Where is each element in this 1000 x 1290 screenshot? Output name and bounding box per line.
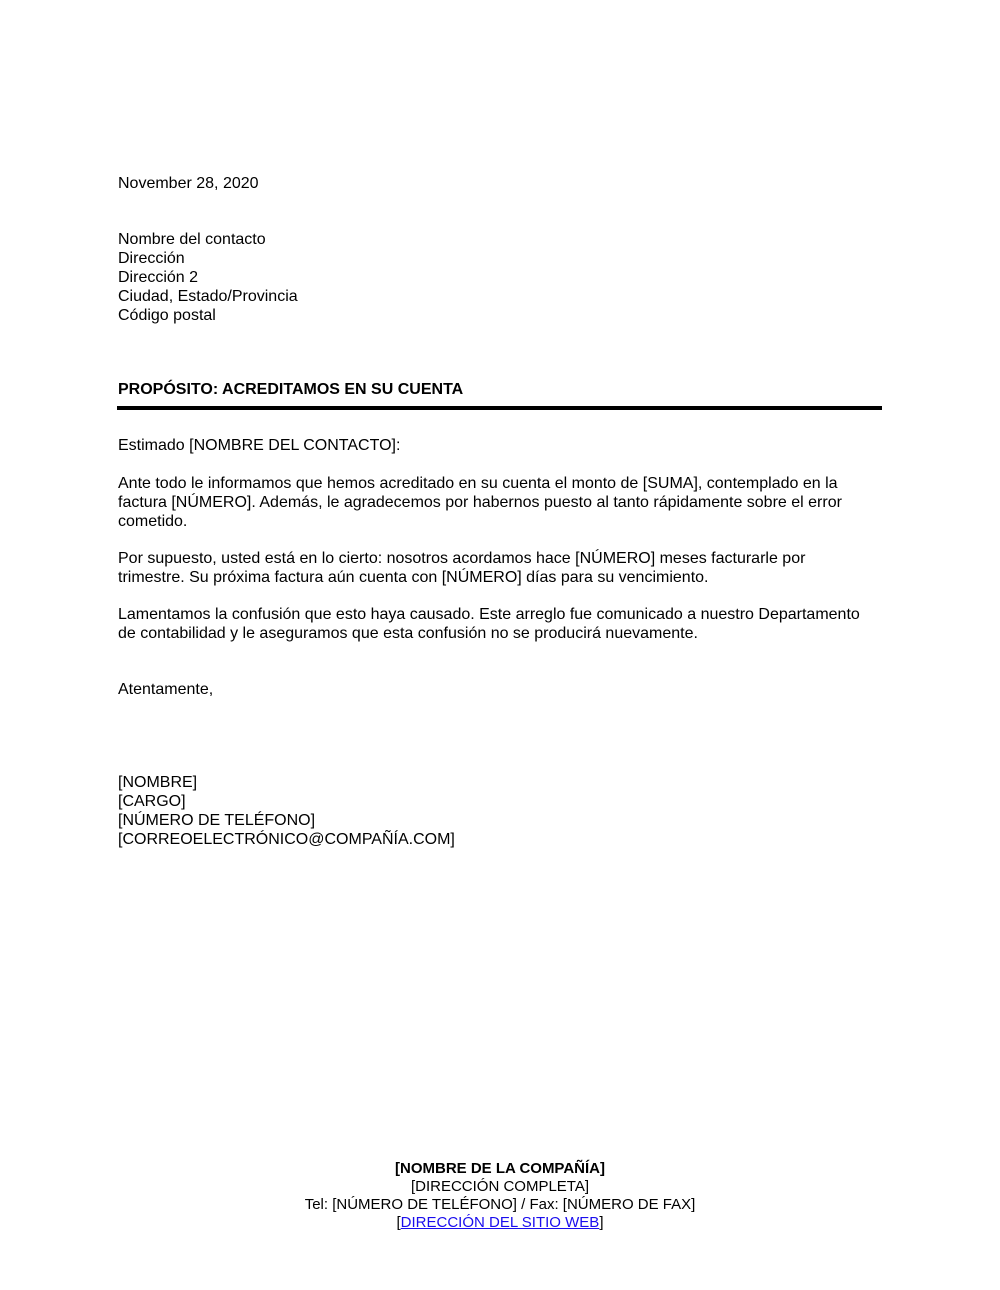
heading-divider xyxy=(117,406,882,410)
paragraph-line: Lamentamos la confusión que esto haya causado. Este arreglo fue comunicado a nuestro Departamento xyxy=(118,606,860,623)
paragraph-line: Por supuesto, usted está en lo cierto: nosotros acordamos hace [NÚMERO] meses facturarle por xyxy=(118,550,806,567)
paragraph-line: de contabilidad y le aseguramos que esta confusión no se producirá nuevamente. xyxy=(118,625,698,642)
website-bracket-open: [ xyxy=(396,1214,401,1231)
recipient-address-block xyxy=(118,230,298,325)
signature-email: [CORREOELECTRÓNICO@COMPAÑÍA.COM] xyxy=(118,831,455,848)
body-paragraph-3 xyxy=(118,605,888,643)
salutation: Estimado [NOMBRE DEL CONTACTO]: xyxy=(118,437,401,454)
website-link[interactable]: DIRECCIÓN DEL SITIO WEB xyxy=(400,1214,600,1231)
footer-contact: Tel: [NÚMERO DE TELÉFONO] / Fax: [NÚMERO DE FAX] xyxy=(304,1196,696,1213)
footer-address: [DIRECCIÓN COMPLETA] xyxy=(410,1178,590,1195)
recipient-name: Nombre del contacto xyxy=(118,231,266,248)
subject-heading: PROPÓSITO: ACREDITAMOS EN SU CUENTA xyxy=(118,381,464,398)
paragraph-line: trimestre. Su próxima factura aún cuenta con [NÚMERO] días para su vencimiento. xyxy=(118,569,709,586)
body-paragraph-1 xyxy=(118,474,888,531)
recipient-address-line-1: Dirección xyxy=(118,250,185,267)
recipient-city-state: Ciudad, Estado/Provincia xyxy=(118,288,298,305)
footer-website xyxy=(0,1214,1000,1232)
company-footer xyxy=(0,1160,1000,1232)
signature-block xyxy=(118,773,455,849)
paragraph-line: cometido. xyxy=(118,513,188,530)
signature-name: [NOMBRE] xyxy=(118,774,198,791)
body-paragraph-2 xyxy=(118,549,888,587)
recipient-address-line-2: Dirección 2 xyxy=(118,269,199,286)
recipient-postal-code: Código postal xyxy=(118,307,216,324)
letter-date: November 28, 2020 xyxy=(118,175,259,192)
paragraph-line: factura [NÚMERO]. Además, le agradecemos por habernos puesto al tanto rápidamente sobre el error xyxy=(118,494,842,511)
closing: Atentamente, xyxy=(118,681,214,698)
website-bracket-close: ] xyxy=(599,1214,604,1231)
footer-company-name: [NOMBRE DE LA COMPAÑÍA] xyxy=(395,1160,605,1177)
signature-title: [CARGO] xyxy=(118,793,186,810)
paragraph-line: Ante todo le informamos que hemos acreditado en su cuenta el monto de [SUMA], contemplado en la xyxy=(118,475,838,492)
signature-phone: [NÚMERO DE TELÉFONO] xyxy=(118,812,316,829)
